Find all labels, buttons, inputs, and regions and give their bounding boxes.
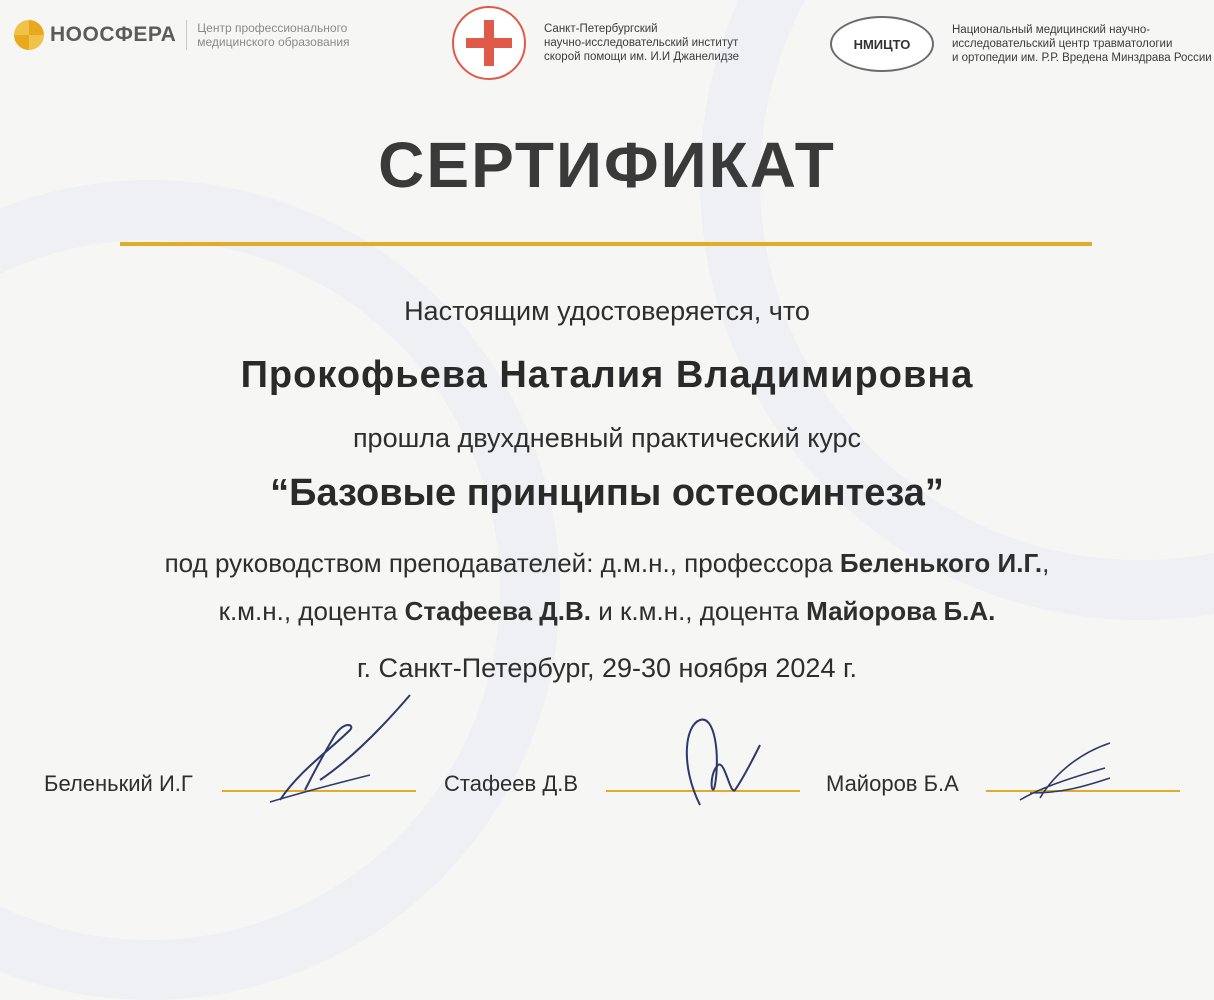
- instructors-separator: к.м.н., доцента: [218, 596, 398, 626]
- nmic-logo: [830, 16, 1212, 72]
- spb-institute-line3: скорой помощи им. И.И Джанелидзе: [544, 51, 739, 63]
- nmic-emblem-text: НМИЦТО: [853, 36, 911, 52]
- noosfera-tagline: [197, 21, 349, 49]
- spb-institute-text: [544, 22, 739, 64]
- noosfera-tagline-line1: Центр профессионального: [197, 21, 348, 35]
- noosfera-name: НООСФЕРА: [50, 23, 177, 46]
- nmic-line1: Национальный медицинский научно-: [952, 24, 1151, 36]
- divider: [186, 20, 187, 50]
- nmic-text: [952, 23, 1212, 65]
- noosfera-tagline-line2: медицинского образования: [197, 35, 350, 49]
- signature-mark-3: [1010, 738, 1120, 810]
- instructor-2: Стафеева Д.В.: [404, 596, 592, 626]
- signature-mark-2: [670, 705, 780, 810]
- noosfera-icon: [14, 20, 44, 50]
- certificate-title: СЕРТИФИКАТ: [378, 129, 836, 201]
- place-date: г. Санкт-Петербург, 29-30 ноября 2024 г.: [356, 653, 858, 683]
- header-logos: [0, 0, 1214, 90]
- signature-name-2: Стафеев Д.В: [444, 771, 579, 796]
- instructors-and: и к.м.н., доцента: [598, 596, 799, 626]
- signature-name-1: Беленький И.Г: [44, 771, 193, 796]
- noosfera-logo: [14, 20, 350, 50]
- nmic-line3: и ортопедии им. Р.Р. Вредена Минздрава России: [952, 52, 1212, 64]
- spb-institute-line1: Санкт-Петербургский: [544, 23, 658, 35]
- intro-text: Настоящим удостоверяется, что: [404, 296, 810, 326]
- completion-text: прошла двухдневный практический курс: [352, 423, 862, 453]
- title-underline: [120, 242, 1092, 246]
- spb-institute-logo: [452, 6, 739, 80]
- nmic-emblem-icon: [830, 16, 934, 72]
- instructor-3: Майорова Б.А.: [806, 596, 996, 626]
- nmic-line2: исследовательский центр травматологии: [952, 38, 1173, 50]
- recipient-name: Прокофьева Наталия Владимировна: [240, 354, 974, 396]
- course-name: “Базовые принципы остеосинтеза”: [270, 472, 944, 514]
- spb-institute-emblem-icon: [452, 6, 526, 80]
- signature-mark-1: [250, 690, 430, 810]
- spb-institute-line2: научно-исследовательский институт: [544, 37, 739, 49]
- instructors-prefix: под руководством преподавателей: д.м.н., профессора: [164, 548, 833, 578]
- instructor-1: Беленького И.Г.: [839, 548, 1043, 578]
- instructors-line2: [0, 596, 1214, 627]
- signature-name-3: Майоров Б.А: [826, 771, 959, 796]
- instructors-line1: под руководством преподавателей: д.м.н., профессора Беленького И.Г.,: [164, 548, 1050, 578]
